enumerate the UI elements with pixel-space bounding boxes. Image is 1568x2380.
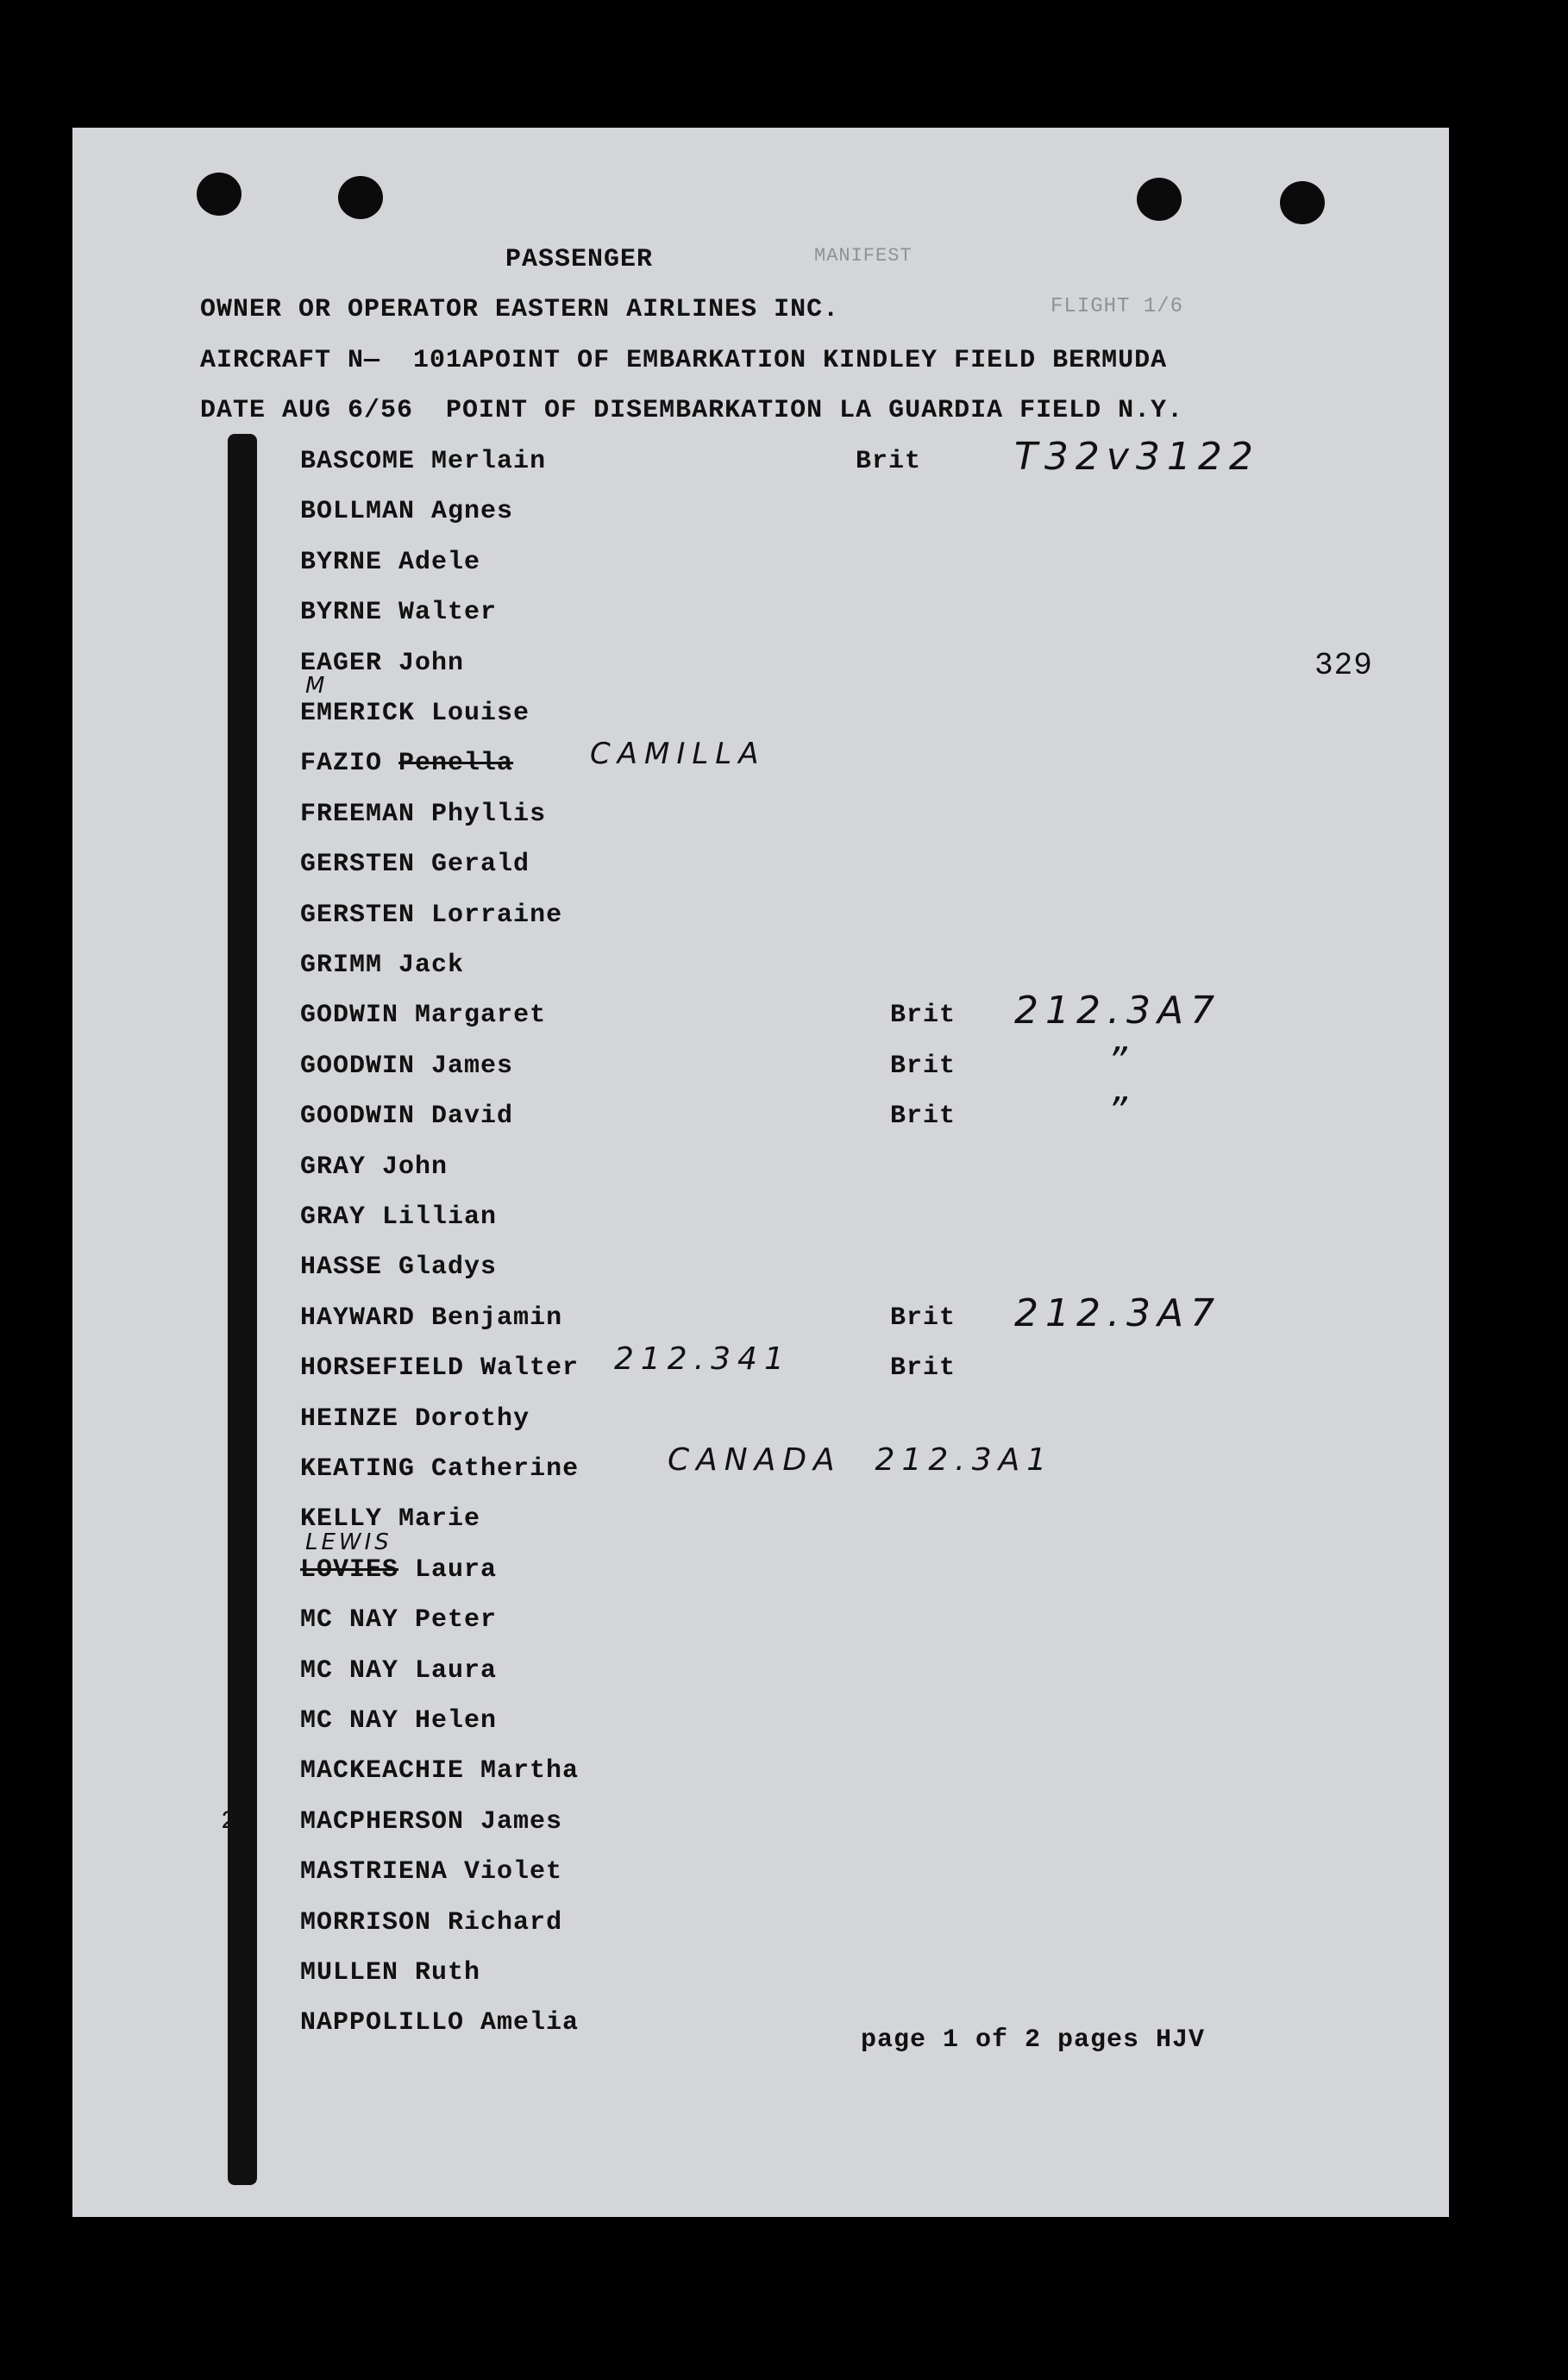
passenger-name [300, 1404, 530, 1434]
passenger-given-name: James [480, 1807, 563, 1837]
passenger-surname: GRIMM [300, 951, 383, 980]
handwritten-note: 212.3A7 [1014, 989, 1222, 1033]
manifest-title: PASSENGER [505, 245, 654, 274]
passenger-name [300, 1203, 497, 1232]
passenger-given-name: Lorraine [431, 901, 563, 930]
passenger-surname: MACPHERSON [300, 1807, 465, 1837]
passenger-surname: FREEMAN [300, 800, 416, 829]
passenger-nationality: Brit [890, 1102, 956, 1131]
passenger-surname: HORSEFIELD [300, 1353, 465, 1383]
passenger-nationality: Brit [856, 447, 922, 476]
passenger-surname: MC NAY [300, 1706, 399, 1736]
passenger-name [300, 1756, 579, 1786]
passenger-given-name: Richard [448, 1908, 563, 1937]
passenger-given-name: Laura [415, 1555, 498, 1585]
passenger-name [300, 1052, 513, 1081]
passenger-name [300, 1001, 546, 1030]
handwritten-note: ” [1107, 1090, 1134, 1133]
passenger-given-name: David [431, 1102, 514, 1131]
aircraft-line: AIRCRAFT N— 101APOINT OF EMBARKATION KINDLEY FIELD BERMUDA [200, 346, 1168, 375]
passenger-surname: LOVIES [300, 1555, 399, 1585]
handwritten-inline-note: 212.341 [614, 1341, 791, 1377]
passenger-nationality: Brit [890, 1052, 956, 1081]
passenger-given-name: Penella [398, 749, 514, 778]
passenger-given-name: Margaret [415, 1001, 547, 1030]
passenger-name [300, 1454, 579, 1484]
passenger-given-name: James [431, 1052, 514, 1081]
passenger-surname: GRAY [300, 1152, 367, 1182]
passenger-surname: HEINZE [300, 1404, 399, 1434]
passenger-name [300, 447, 546, 476]
passenger-given-name: Jack [398, 951, 465, 980]
handwritten-note: ” [1107, 1039, 1134, 1083]
passenger-surname: GERSTEN [300, 850, 416, 879]
passenger-surname: BOLLMAN [300, 497, 416, 526]
passenger-surname: MC NAY [300, 1656, 399, 1686]
passenger-nationality: Brit [890, 1303, 956, 1333]
passenger-surname: MASTRIENA [300, 1857, 448, 1887]
passenger-given-name: Gladys [398, 1253, 498, 1282]
passenger-given-name: Laura [415, 1656, 498, 1686]
passenger-given-name: Walter [480, 1353, 580, 1383]
passenger-name [300, 1353, 579, 1383]
passenger-name [300, 1555, 497, 1585]
passenger-surname: MACKEACHIE [300, 1756, 465, 1786]
punch-hole-1 [197, 173, 241, 216]
passenger-surname: EAGER [300, 649, 383, 678]
passenger-given-name: Gerald [431, 850, 530, 879]
passenger-given-name: Adele [398, 548, 481, 577]
passenger-given-name: Phyllis [431, 800, 547, 829]
page-footer: page 1 of 2 pages HJV [861, 2025, 1206, 2055]
passenger-given-name: Martha [480, 1756, 580, 1786]
passenger-given-name: Catherine [431, 1454, 580, 1484]
passenger-name [300, 1706, 497, 1736]
passenger-name [300, 1102, 513, 1131]
passenger-nationality: Brit [890, 1353, 956, 1383]
passenger-surname: EMERICK [300, 699, 416, 728]
passenger-given-name: John [398, 649, 465, 678]
date-line: DATE AUG 6/56 POINT OF DISEMBARKATION LA GUARDIA FIELD N.Y. [200, 396, 1184, 425]
passenger-given-name: Violet [464, 1857, 563, 1887]
passenger-name [300, 1908, 562, 1937]
passenger-name [300, 901, 562, 930]
passenger-name [300, 598, 497, 627]
handwritten-note: T32v3122 [1014, 435, 1260, 479]
punch-hole-4 [1280, 181, 1325, 224]
punch-hole-3 [1137, 178, 1182, 221]
passenger-surname: MULLEN [300, 1958, 399, 1988]
handwritten-insert: M [305, 673, 329, 699]
passenger-name [300, 749, 513, 778]
manifest-sheet [72, 128, 1449, 2217]
passenger-surname: FAZIO [300, 749, 383, 778]
page-number-stamp: 329 [1314, 648, 1373, 683]
handwritten-note: CAMILLA [590, 737, 766, 771]
passenger-name [300, 1807, 562, 1837]
passenger-name [300, 1605, 497, 1635]
passenger-name [300, 699, 530, 728]
passenger-surname: KELLY [300, 1504, 383, 1534]
passenger-nationality: Brit [890, 1001, 956, 1030]
passenger-surname: GOODWIN [300, 1102, 416, 1131]
passenger-name [300, 2008, 579, 2038]
passenger-surname: BYRNE [300, 548, 383, 577]
passenger-given-name: Louise [431, 699, 530, 728]
passenger-name [300, 1656, 497, 1686]
manifest-title-faint: MANIFEST [814, 245, 913, 267]
passenger-name [300, 497, 513, 526]
passenger-given-name: Ruth [415, 1958, 481, 1988]
passenger-surname: BASCOME [300, 447, 416, 476]
passenger-name [300, 1303, 562, 1333]
passenger-given-name: Amelia [480, 2008, 580, 2038]
passenger-surname: GOODWIN [300, 1052, 416, 1081]
passenger-given-name: Marie [398, 1504, 481, 1534]
passenger-name [300, 800, 546, 829]
passenger-surname: HAYWARD [300, 1303, 416, 1333]
margin-redaction-bar [228, 434, 257, 2185]
passenger-name [300, 951, 464, 980]
passenger-name [300, 1958, 480, 1988]
passenger-given-name: Lillian [382, 1203, 498, 1232]
handwritten-insert: LEWIS [305, 1529, 392, 1555]
passenger-name [300, 1253, 497, 1282]
handwritten-note: 212.3A7 [1014, 1291, 1222, 1335]
passenger-surname: MC NAY [300, 1605, 399, 1635]
passenger-given-name: Walter [398, 598, 498, 627]
passenger-surname: GRAY [300, 1203, 367, 1232]
passenger-surname: GERSTEN [300, 901, 416, 930]
passenger-surname: BYRNE [300, 598, 383, 627]
passenger-name [300, 1857, 562, 1887]
passenger-surname: NAPPOLILLO [300, 2008, 465, 2038]
passenger-surname: KEATING [300, 1454, 416, 1484]
owner-line: OWNER OR OPERATOR EASTERN AIRLINES INC. [200, 295, 840, 324]
passenger-name [300, 850, 530, 879]
passenger-name [300, 548, 480, 577]
passenger-surname: MORRISON [300, 1908, 432, 1937]
passenger-surname: HASSE [300, 1253, 383, 1282]
handwritten-inline-note: CANADA 212.3A1 [668, 1442, 1054, 1478]
passenger-given-name: Agnes [431, 497, 514, 526]
passenger-surname: GODWIN [300, 1001, 399, 1030]
passenger-given-name: John [382, 1152, 448, 1182]
margin-number: 28 [221, 1807, 254, 1837]
punch-hole-2 [338, 176, 383, 219]
flight-number-faint: FLIGHT 1/6 [1051, 295, 1184, 318]
passenger-given-name: Merlain [431, 447, 547, 476]
passenger-given-name: Dorothy [415, 1404, 530, 1434]
passenger-given-name: Benjamin [431, 1303, 563, 1333]
passenger-name [300, 1152, 448, 1182]
passenger-given-name: Peter [415, 1605, 498, 1635]
passenger-given-name: Helen [415, 1706, 498, 1736]
